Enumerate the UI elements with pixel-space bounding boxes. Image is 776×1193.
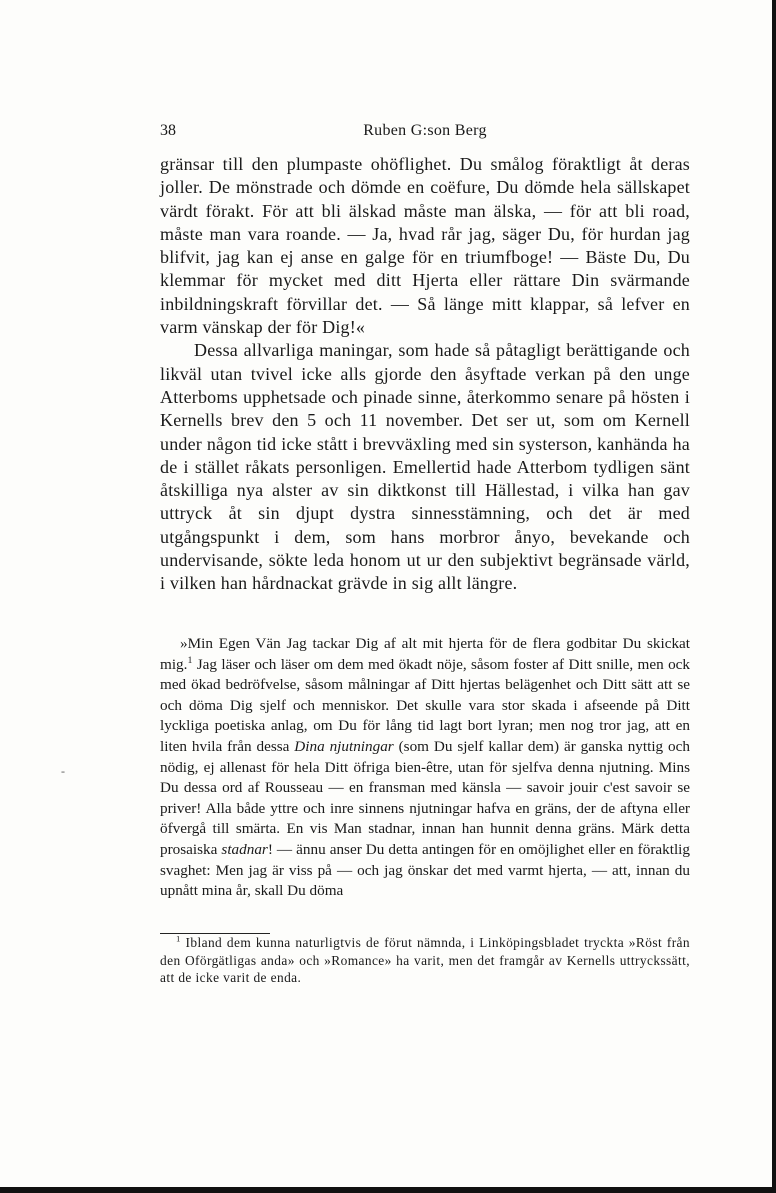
scan-edge-right — [772, 0, 776, 1193]
quote-part-2: Jag läser och läser om dem med ökadt nöje, såsom foster af Ditt snille, men ock med ökad bedröfvelse, såsom målningar af Ditt hjertas belägenhet och Ditt sätt att se och döma Dig sjelf och menniskor. Det skulle vara stor skada i afseende på Ditt lyckliga poetiska anlag, om Du för lång tid lagt bort lyran; men nog tror jag, att en liten hvila från dessa — [160, 655, 690, 755]
page-header — [160, 122, 690, 148]
footnote-text: Ibland dem kunna naturligtvis de förut nämnda, i Linköpingsbladet tryckta »Röst från den Oförgätligas anda» och »Romance» ha varit, men det framgår av Kernells uttryckssätt, att de icke varit de enda. — [160, 935, 690, 985]
paragraph-1: gränsar till den plumpaste ohöflighet. Du smålog föraktligt åt deras joller. De mönstrade och dömde en coëfure, Du dömde hela sällskapet värdt förakt. För att bli älskad måste man älska, — för att bli road, måste man vara roande. — Ja, hvad rår jag, säger Du, för hurdan jag blifvit, jag kan ej anse en galge för en triumfboge! — Bäste Du, Du klemmar för mycket med ditt Hjerta eller rättare Din svärmande inbildningskraft förvillar det. — Så länge mitt klappar, så lefver en varm vänskap der för Dig!« — [160, 154, 690, 338]
footnote-paragraph — [160, 934, 690, 987]
paragraph-2: Dessa allvarliga maningar, som hade så påtagligt berättigande och likväl utan tvivel icke alls gjorde den åsyftade verkan på den unge Atterboms upphetsade och pinade sinne, återkommo senare på hösten i Kernells brev den 5 och 11 november. Det ser ut, som om Kernell under någon tid icke stått i brevväxling med sin systerson, kanhända ha de i stället råkats personligen. Emellertid hade Atterbom tydligen sänt åtskilliga nya alster av sin diktkonst till Hällestad, i vilka han gav uttryck åt sin djupt dystra sinnesstämning, och det är med utgångspunkt i dem, som hans morbror ånyo, bevekande och undervisande, sökte leda honom ut ur den subjektivt begränsade värld, i vilken han hårdnackat grävde in sig allt längre. — [160, 340, 690, 594]
footnote — [160, 934, 690, 987]
quote-italic-1: Dina njutningar — [294, 737, 394, 755]
margin-mark: - — [61, 764, 65, 778]
letter-quote-paragraph — [160, 634, 690, 902]
quote-part-1: »Min Egen Vän Jag tackar Dig af alt mit hjerta för de flera godbitar Du skickat mig. — [160, 635, 690, 673]
quote-part-4: ! — ännu anser Du detta antingen för en omöjlighet eller en föraktlig svaghet: Men jag är viss på — och jag önskar det med varmt hjerta, — att, innan du upnått mina år, skall Du döma — [160, 840, 690, 900]
scan-edge-bottom — [0, 1187, 776, 1193]
body-text — [160, 153, 690, 596]
footnote-reference: 1 — [187, 654, 193, 666]
quote-part-3: (som Du sjelf kallar dem) är ganska nyttig och nödig, ej allenast för hela Ditt öfriga bien-être, utan för sjelfva denna njutning. Mins Du dessa ord af Rousseau — en fransman med känsla — savoir jouir c'est savoir se priver! Alla både yttre och inre sinnens njutningar hafva en gräns, der de aftyna eller öfvergå till smärta. En vis Man stadnar, innan han hunnit denna gräns. Märk detta prosaiska — [160, 737, 690, 858]
quote-italic-2: stadnar — [221, 840, 268, 858]
page-number: 38 — [160, 122, 176, 139]
letter-quote — [160, 634, 690, 902]
running-head: Ruben G:son Berg — [363, 122, 487, 139]
footnote-number: 1 — [176, 933, 181, 944]
